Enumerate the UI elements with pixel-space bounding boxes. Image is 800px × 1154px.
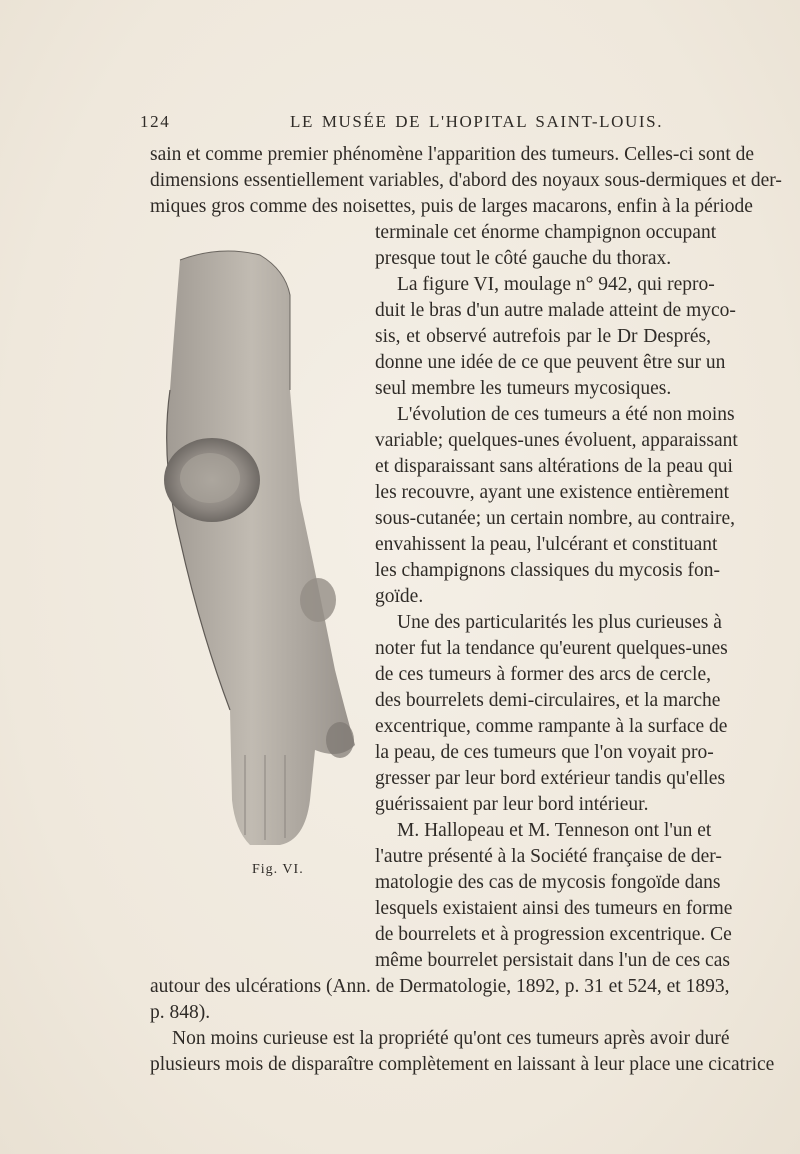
text-line: terminale cet énorme champignon occupant bbox=[375, 222, 717, 243]
text-line: sis, et observé autrefois par le Dr Després, bbox=[375, 326, 711, 347]
text-line: seul membre les tumeurs mycosiques. bbox=[375, 378, 672, 399]
page-number: 124 bbox=[140, 112, 171, 131]
text-line: variable; quelques-unes évoluent, apparaissant bbox=[375, 430, 738, 451]
text-line: sous-cutanée; un certain nombre, au contraire, bbox=[375, 508, 736, 529]
text-line: de bourrelets et à progression excentrique. Ce bbox=[375, 924, 732, 945]
text-line: et disparaissant sans altérations de la peau qui bbox=[375, 456, 733, 477]
text-line: matologie des cas de mycosis fongoïde dans bbox=[375, 872, 721, 893]
text-line: les recouvre, ayant une existence entièrement bbox=[375, 482, 730, 503]
text-line: de ces tumeurs à former des arcs de cercle, bbox=[375, 664, 711, 685]
text-line: lesquels existaient ainsi des tumeurs en forme bbox=[375, 898, 733, 919]
figure-caption: Fig. VI. bbox=[252, 862, 304, 877]
text-line: donne une idée de ce que peuvent être sur un bbox=[375, 352, 726, 373]
text-line: duit le bras d'un autre malade atteint de myco- bbox=[375, 300, 736, 321]
text-line: goïde. bbox=[375, 586, 424, 607]
text-line: miques gros comme des noisettes, puis de larges macarons, enfin à la période bbox=[150, 196, 753, 217]
text-line: l'autre présenté à la Société française de der- bbox=[375, 846, 722, 867]
text-line: L'évolution de ces tumeurs a été non moins bbox=[397, 404, 735, 425]
text-line: noter fut la tendance qu'eurent quelques-unes bbox=[375, 638, 728, 659]
text-line: Non moins curieuse est la propriété qu'ont ces tumeurs après avoir duré bbox=[172, 1028, 730, 1049]
text-line: La figure VI, moulage n° 942, qui repro- bbox=[397, 274, 715, 295]
text-line: les champignons classiques du mycosis fon- bbox=[375, 560, 720, 581]
arm-moulage-figure bbox=[140, 240, 370, 850]
text-line: Une des particularités les plus curieuses à bbox=[397, 612, 722, 633]
running-title: LE MUSÉE DE L'HOPITAL SAINT-LOUIS. bbox=[290, 112, 664, 131]
text-line: autour des ulcérations (Ann. de Dermatologie, 1892, p. 31 et 524, et 1893, bbox=[150, 976, 730, 997]
text-line: envahissent la peau, l'ulcérant et constituant bbox=[375, 534, 718, 555]
text-line: sain et comme premier phénomène l'apparition des tumeurs. Celles-ci sont de bbox=[150, 144, 755, 165]
text-line: même bourrelet persistait dans l'un de ces cas bbox=[375, 950, 730, 971]
text-line: guérissaient par leur bord intérieur. bbox=[375, 794, 649, 815]
text-line: la peau, de ces tumeurs que l'on voyait pro- bbox=[375, 742, 714, 763]
text-line: gresser par leur bord extérieur tandis qu'elles bbox=[375, 768, 726, 789]
text-line: M. Hallopeau et M. Tenneson ont l'un et bbox=[397, 820, 712, 841]
text-line: plusieurs mois de disparaître complètement en laissant à leur place une cicatrice bbox=[150, 1054, 775, 1075]
text-line: p. 848). bbox=[150, 1002, 211, 1023]
text-line: dimensions essentiellement variables, d'abord des noyaux sous-dermiques et der- bbox=[150, 170, 782, 191]
text-line: des bourrelets demi-circulaires, et la marche bbox=[375, 690, 721, 711]
text-line: presque tout le côté gauche du thorax. bbox=[375, 248, 672, 269]
text-line: excentrique, comme rampante à la surface de bbox=[375, 716, 728, 737]
